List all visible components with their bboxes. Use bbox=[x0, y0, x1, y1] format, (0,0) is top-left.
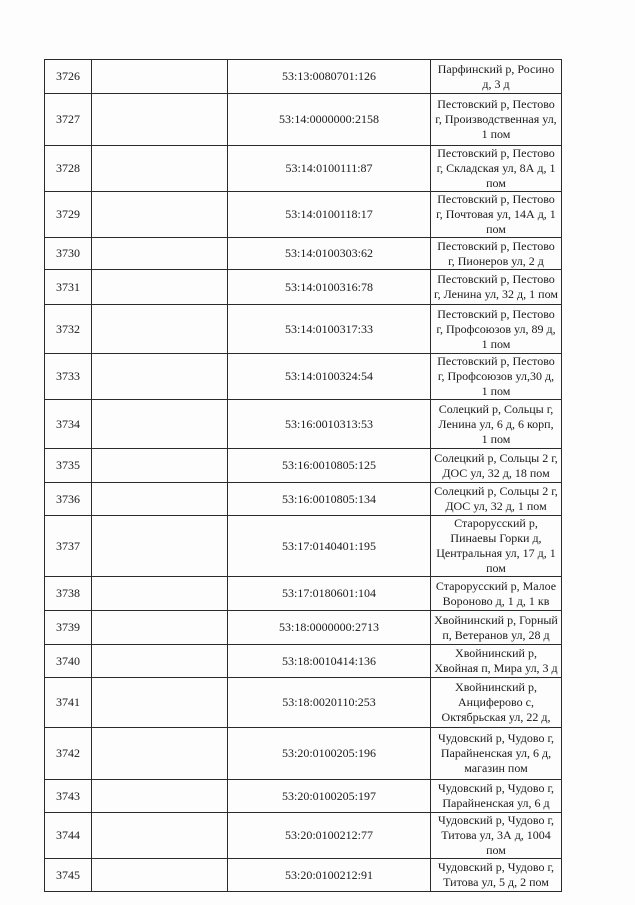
row-number: 3744 bbox=[45, 813, 92, 859]
address-cell: Чудовский р, Чудово г, Парайненская ул, 6 д, магазин пом bbox=[431, 728, 562, 780]
table-row bbox=[45, 516, 562, 577]
cadastral-number: 53:18:0020110:253 bbox=[228, 678, 431, 728]
cadastral-number: 53:14:0100316:78 bbox=[228, 270, 431, 305]
object-name-cell bbox=[92, 780, 228, 813]
address-cell: Хвойнинский р, Анциферово с, Октябрьская ул, 22 д, bbox=[431, 678, 562, 728]
row-number: 3733 bbox=[45, 354, 92, 400]
cadastral-number: 53:16:0010805:134 bbox=[228, 483, 431, 516]
row-number: 3730 bbox=[45, 238, 92, 270]
row-number: 3745 bbox=[45, 859, 92, 892]
address-cell: Пестовский р, Пестово г, Производственная ул, 1 пом bbox=[431, 94, 562, 146]
address-cell: Чудовский р, Чудово г, Титова ул, 5 д, 2 пом bbox=[431, 859, 562, 892]
row-number: 3737 bbox=[45, 516, 92, 577]
table-row bbox=[45, 94, 562, 146]
cadastral-number: 53:16:0010313:53 bbox=[228, 400, 431, 449]
address-cell: Старорусский р, Пинаевы Горки д, Центральная ул, 17 д, 1 пом bbox=[431, 516, 562, 577]
table-row bbox=[45, 449, 562, 483]
table-row bbox=[45, 645, 562, 678]
cadastral-number: 53:14:0100303:62 bbox=[228, 238, 431, 270]
table-row bbox=[45, 577, 562, 611]
table-row bbox=[45, 192, 562, 238]
cadastral-number: 53:14:0100324:54 bbox=[228, 354, 431, 400]
row-number: 3736 bbox=[45, 483, 92, 516]
object-name-cell bbox=[92, 192, 228, 238]
address-cell: Пестовский р, Пестово г, Пионеров ул, 2 д bbox=[431, 238, 562, 270]
object-name-cell bbox=[92, 728, 228, 780]
cadastral-number: 53:13:0080701:126 bbox=[228, 60, 431, 94]
row-number: 3731 bbox=[45, 270, 92, 305]
row-number: 3739 bbox=[45, 611, 92, 645]
address-cell: Чудовский р, Чудово г, Парайненская ул, 6 д bbox=[431, 780, 562, 813]
object-name-cell bbox=[92, 354, 228, 400]
cadastral-number: 53:14:0100111:87 bbox=[228, 146, 431, 192]
cadastral-number: 53:18:0010414:136 bbox=[228, 645, 431, 678]
cadastral-number: 53:16:0010805:125 bbox=[228, 449, 431, 483]
row-number: 3727 bbox=[45, 94, 92, 146]
row-number: 3728 bbox=[45, 146, 92, 192]
cadastral-number: 53:20:0100205:197 bbox=[228, 780, 431, 813]
object-name-cell bbox=[92, 305, 228, 354]
address-cell: Пестовский р, Пестово г, Профсоюзов ул,30 д, 1 пом bbox=[431, 354, 562, 400]
cadastral-number: 53:14:0000000:2158 bbox=[228, 94, 431, 146]
table-row bbox=[45, 305, 562, 354]
object-name-cell bbox=[92, 678, 228, 728]
object-name-cell bbox=[92, 146, 228, 192]
object-name-cell bbox=[92, 449, 228, 483]
object-name-cell bbox=[92, 611, 228, 645]
address-cell: Солецкий р, Сольцы 2 г, ДОС ул, 32 д, 1 пом bbox=[431, 483, 562, 516]
cadastral-number: 53:20:0100212:77 bbox=[228, 813, 431, 859]
property-registry-table bbox=[44, 59, 562, 892]
address-cell: Старорусский р, Малое Вороново д, 1 д, 1 кв bbox=[431, 577, 562, 611]
row-number: 3732 bbox=[45, 305, 92, 354]
table-row bbox=[45, 400, 562, 449]
object-name-cell bbox=[92, 645, 228, 678]
table-row bbox=[45, 780, 562, 813]
address-cell: Хвойнинский р, Хвойная п, Мира ул, 3 д bbox=[431, 645, 562, 678]
object-name-cell bbox=[92, 859, 228, 892]
table-row bbox=[45, 859, 562, 892]
row-number: 3735 bbox=[45, 449, 92, 483]
row-number: 3738 bbox=[45, 577, 92, 611]
object-name-cell bbox=[92, 270, 228, 305]
address-cell: Пестовский р, Пестово г, Почтовая ул, 14А д, 1 пом bbox=[431, 192, 562, 238]
row-number: 3726 bbox=[45, 60, 92, 94]
table-row bbox=[45, 354, 562, 400]
row-number: 3743 bbox=[45, 780, 92, 813]
row-number: 3734 bbox=[45, 400, 92, 449]
object-name-cell bbox=[92, 483, 228, 516]
cadastral-number: 53:17:0140401:195 bbox=[228, 516, 431, 577]
cadastral-number: 53:20:0100212:91 bbox=[228, 859, 431, 892]
object-name-cell bbox=[92, 94, 228, 146]
address-cell: Чудовский р, Чудово г, Титова ул, 3А д, 1004 пом bbox=[431, 813, 562, 859]
table-row bbox=[45, 270, 562, 305]
cadastral-number: 53:14:0100317:33 bbox=[228, 305, 431, 354]
address-cell: Хвойнинский р, Горный п, Ветеранов ул, 28 д bbox=[431, 611, 562, 645]
address-cell: Парфинский р, Росино д, 3 д bbox=[431, 60, 562, 94]
object-name-cell bbox=[92, 516, 228, 577]
address-cell: Пестовский р, Пестово г, Складская ул, 8А д, 1 пом bbox=[431, 146, 562, 192]
table-row bbox=[45, 678, 562, 728]
address-cell: Пестовский р, Пестово г, Профсоюзов ул, 89 д, 1 пом bbox=[431, 305, 562, 354]
table-row bbox=[45, 813, 562, 859]
table-row bbox=[45, 611, 562, 645]
row-number: 3729 bbox=[45, 192, 92, 238]
table-row bbox=[45, 483, 562, 516]
object-name-cell bbox=[92, 577, 228, 611]
cadastral-number: 53:14:0100118:17 bbox=[228, 192, 431, 238]
row-number: 3740 bbox=[45, 645, 92, 678]
address-cell: Солецкий р, Сольцы г, Ленина ул, 6 д, 6 корп, 1 пом bbox=[431, 400, 562, 449]
cadastral-number: 53:17:0180601:104 bbox=[228, 577, 431, 611]
cadastral-number: 53:20:0100205:196 bbox=[228, 728, 431, 780]
row-number: 3742 bbox=[45, 728, 92, 780]
table-row bbox=[45, 146, 562, 192]
object-name-cell bbox=[92, 813, 228, 859]
table-row bbox=[45, 728, 562, 780]
table-row bbox=[45, 238, 562, 270]
object-name-cell bbox=[92, 238, 228, 270]
row-number: 3741 bbox=[45, 678, 92, 728]
table-row bbox=[45, 60, 562, 94]
address-cell: Солецкий р, Сольцы 2 г, ДОС ул, 32 д, 18 пом bbox=[431, 449, 562, 483]
object-name-cell bbox=[92, 400, 228, 449]
address-cell: Пестовский р, Пестово г, Ленина ул, 32 д, 1 пом bbox=[431, 270, 562, 305]
cadastral-number: 53:18:0000000:2713 bbox=[228, 611, 431, 645]
object-name-cell bbox=[92, 60, 228, 94]
